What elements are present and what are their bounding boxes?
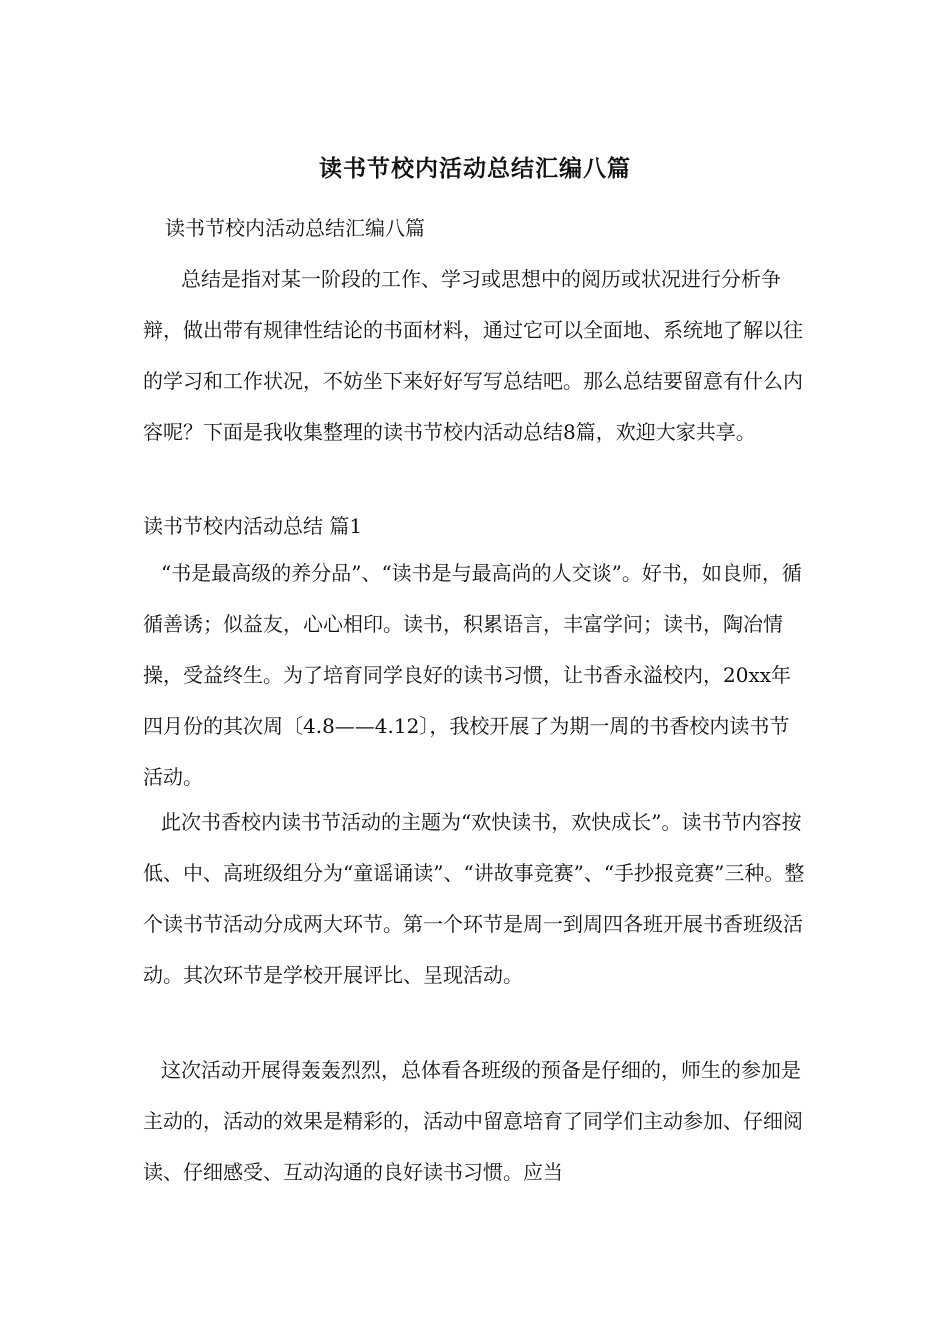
- body-paragraph: 此次书香校内读书节活动的主题为“欢快读书，欢快成长”。读书节内容按低、中、高班级组分为“童谣诵读”、“讲故事竞赛”、“手抄报竞赛”三种。整个读书节活动分成两大环节。第一个环节是周一到周四各班开展书香班级活动。其次环节是学校开展评比、呈现活动。: [143, 810, 805, 987]
- section-heading: 读书节校内活动总结 篇1: [143, 514, 363, 538]
- body-paragraph: 这次活动开展得轰轰烈烈，总体看各班级的预备是仔细的，师生的参加是主动的，活动的效果是精彩的，活动中留意培育了同学们主动参加、仔细阅读、仔细感受、互动沟通的良好读书习惯。应当: [143, 1058, 803, 1184]
- intro-paragraph: 总结是指对某一阶段的工作、学习或思想中的阅历或状况进行分析争辩，做出带有规律性结论的书面材料，通过它可以全面地、系统地了解以往的学习和工作状况，不妨坐下来好好写写总结吧。那么总结要留意有什么内容呢？下面是我收集整理的读书节校内活动总结8篇，欢迎大家共享。: [143, 267, 803, 444]
- body-paragraph: “书是最高级的养分品”、“读书是与最高尚的人交谈”。好书，如良师，循循善诱；似益友，心心相印。读书，积累语言，丰富学问；读书，陶冶情操，受益终生。为了培育同学良好的读书习惯，让书香永溢校内，20xx年四月份的其次周〔4.8——4.12〕，我校开展了为期一周的书香校内读书节活动。: [143, 561, 802, 789]
- document-subtitle: 读书节校内活动总结汇编八篇: [165, 216, 425, 240]
- document-title: 读书节校内活动总结汇编八篇: [319, 155, 631, 182]
